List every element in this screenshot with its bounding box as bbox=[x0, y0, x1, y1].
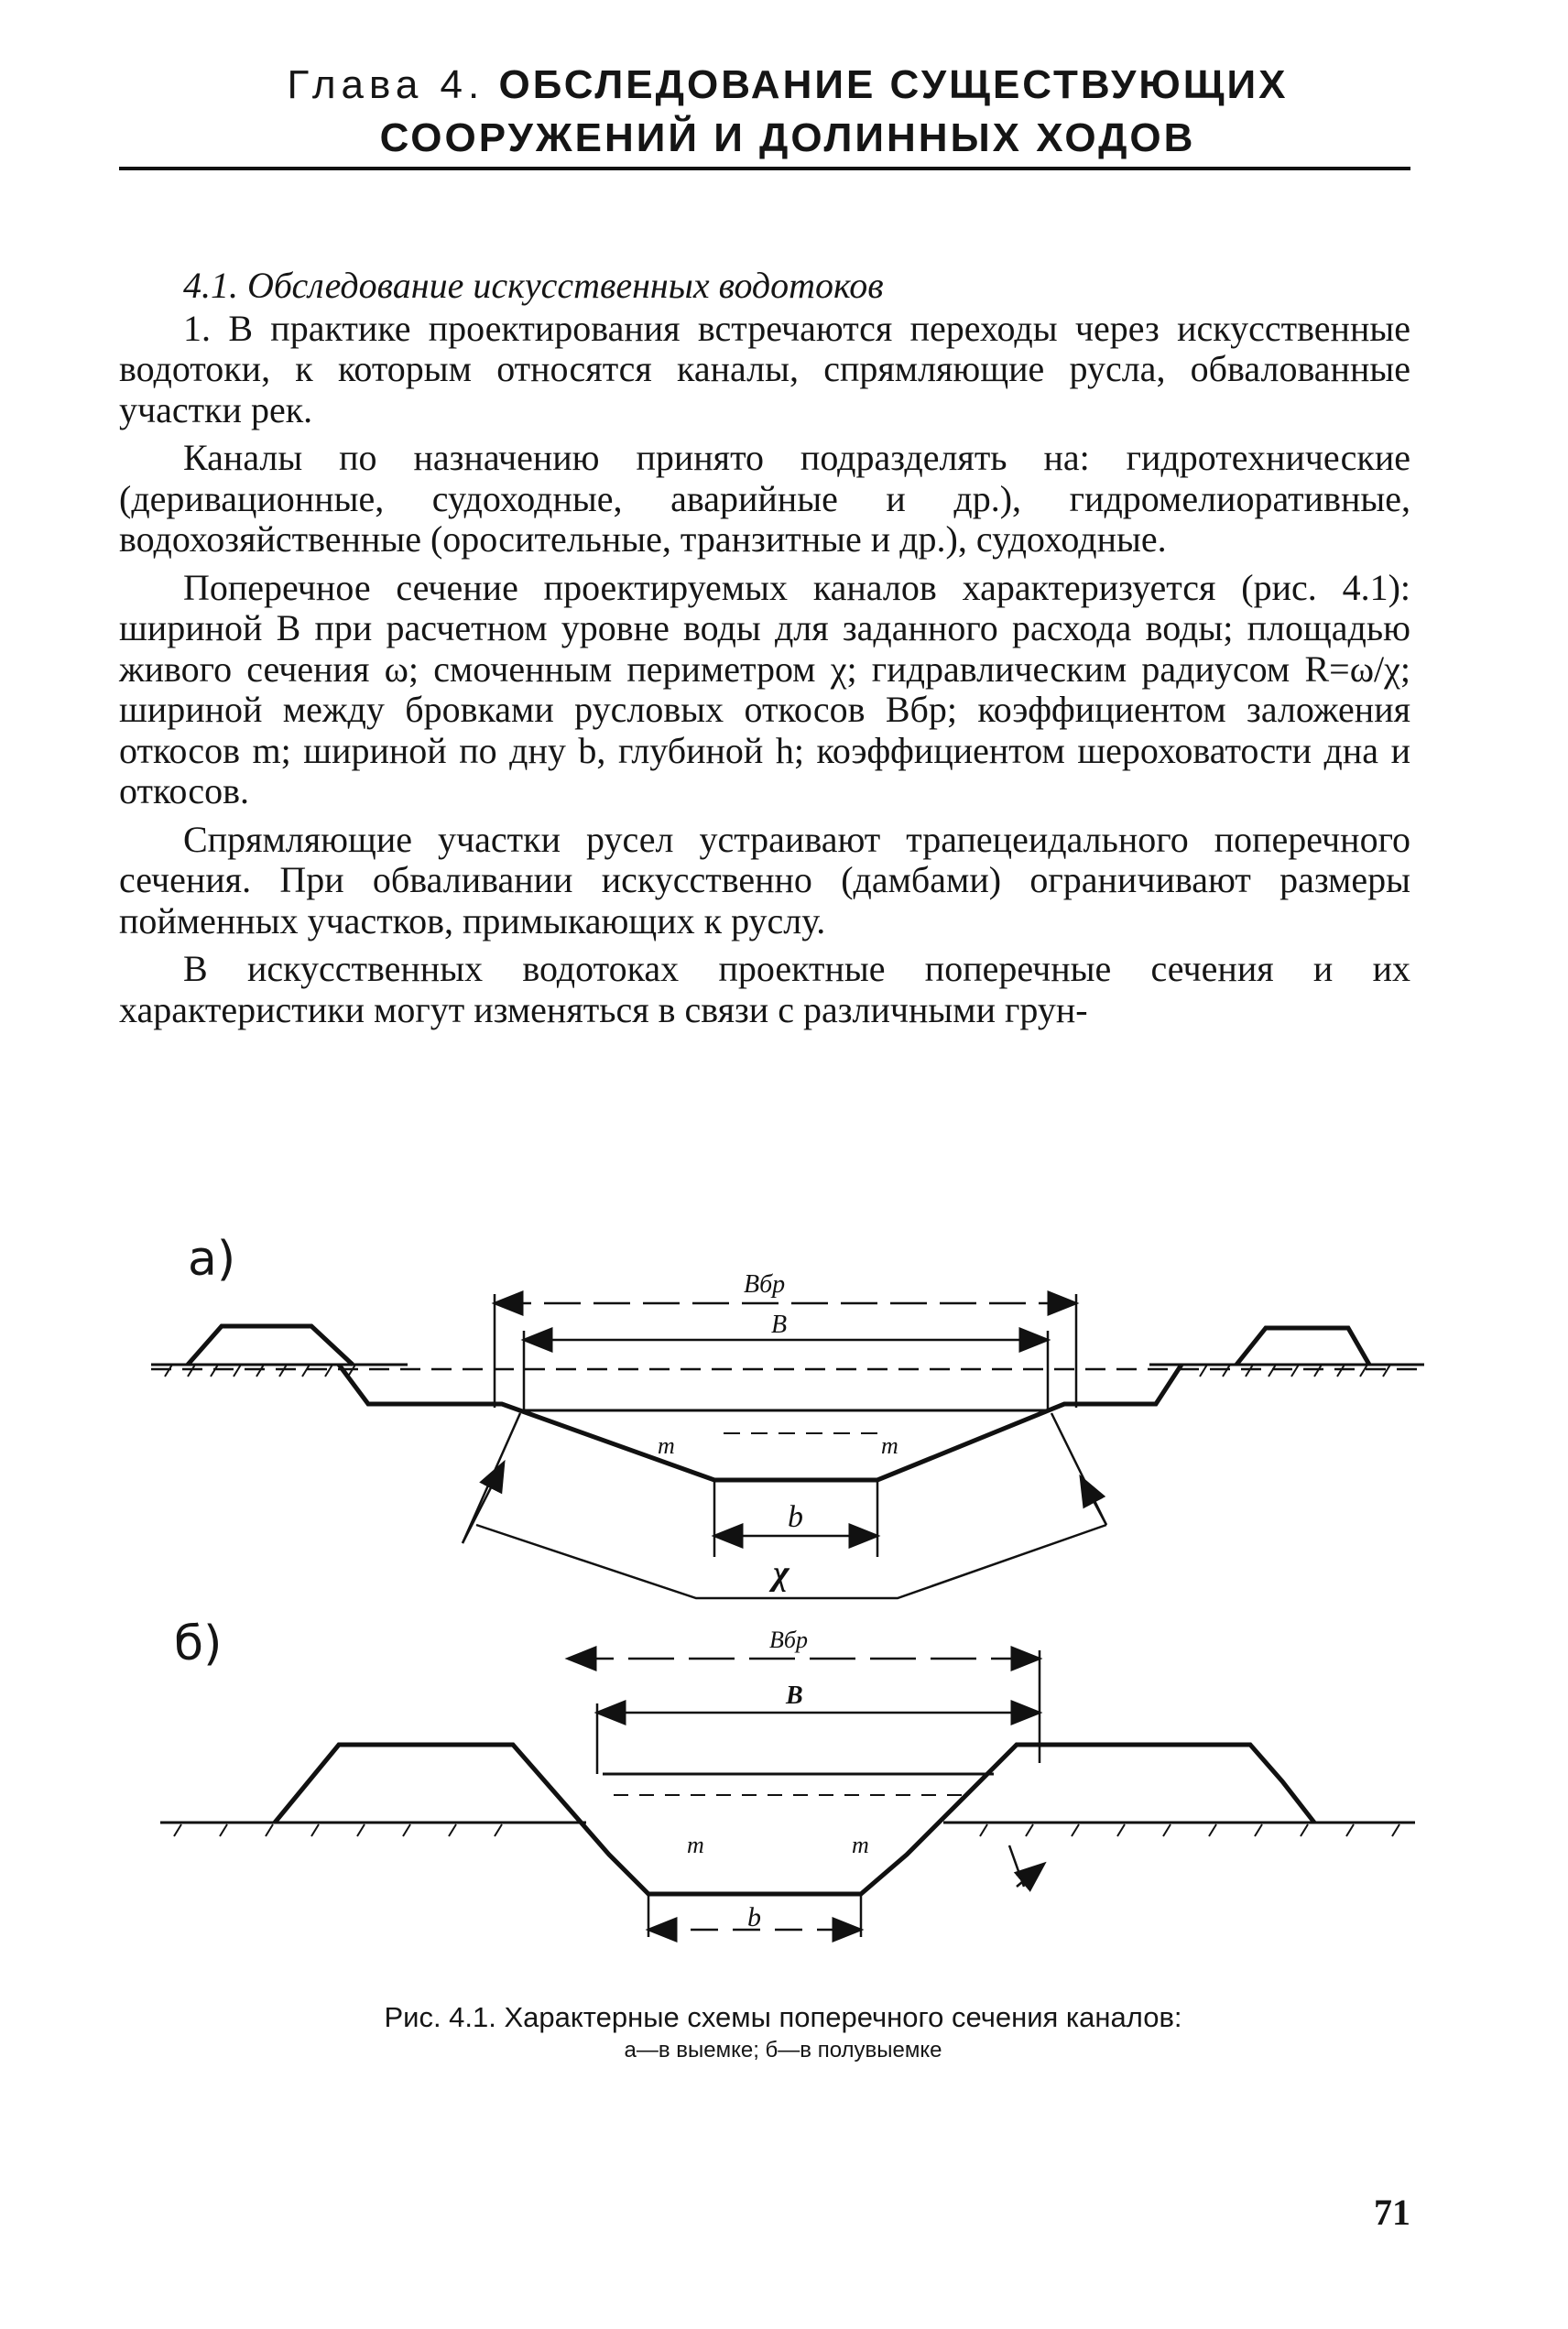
page-number: 71 bbox=[1374, 2192, 1410, 2233]
paragraph-5: В искусственных водотоках проектные поперечные сечения и их характеристики могут изменяться в связи с различными грун- bbox=[119, 948, 1410, 1030]
paragraph-1: 1. В практике проектирования встречаются переходы через искусственные водотоки, к которым относятся каналы, спрямляющие русла, обвалованные участки рек. bbox=[119, 307, 1410, 430]
figure-label-b: б) bbox=[174, 1616, 223, 1671]
chapter-header bbox=[165, 59, 1410, 165]
paragraph-3: Поперечное сечение проектируемых каналов характеризуется (рис. 4.1): шириной B при расчетном уровне воды для заданного расхода воды; площадью живого сечения ω; смоченным периметром χ; гидравлическим радиусом R=ω/χ; шириной между бровками русловых откосов Bбр; коэффициентом заложения откосов m; шириной по дну b, глубиной h; коэффициентом шероховатости дна и откосов. bbox=[119, 566, 1410, 811]
a-b-bottom-label: b bbox=[788, 1500, 803, 1534]
b-dike-left bbox=[275, 1745, 1314, 1894]
b-m-left-label: m bbox=[687, 1832, 704, 1858]
chapter-title-line2: СООРУЖЕНИЙ И ДОЛИННЫХ ХОДОВ bbox=[379, 115, 1196, 160]
a-chi-label: χ bbox=[773, 1554, 789, 1593]
paragraph-4: Спрямляющие участки русел устраивают трапецеидального поперечного сечения. При обваливании искусственно (дамбами) ограничивают размеры пойменных участков, примыкающих к руслу. bbox=[119, 818, 1410, 941]
header-rule bbox=[119, 167, 1410, 170]
paragraph-2: Каналы по назначению принято подразделять на: гидротехнические (деривационные, судоходные, аварийные и др.), гидромелиоративные, водохозяйственные (оросительные, транзитные и др.), судоходные. bbox=[119, 437, 1410, 560]
a-bbr-label: Bбр bbox=[744, 1270, 786, 1299]
chapter-header-line1 bbox=[165, 59, 1410, 112]
b-ground-hatch bbox=[174, 1824, 1399, 1836]
a-dike-left bbox=[188, 1326, 353, 1365]
a-b-top-label: B bbox=[771, 1311, 788, 1339]
a-m-right-label: m bbox=[881, 1432, 898, 1459]
caption-line2: а—в выемке; б—в полувыемке bbox=[624, 2038, 942, 2062]
b-b-bottom-label: b bbox=[747, 1902, 761, 1932]
caption-line1: Рис. 4.1. Характерные схемы поперечного сечения каналов: bbox=[384, 2001, 1182, 2033]
body-text bbox=[119, 266, 1410, 1038]
b-m-right-label: m bbox=[852, 1832, 869, 1858]
chapter-prefix: Глава 4. bbox=[287, 62, 485, 107]
b-b-top-label: B bbox=[786, 1681, 803, 1710]
chapter-title-line1: ОБСЛЕДОВАНИЕ СУЩЕСТВУЮЩИХ bbox=[498, 62, 1289, 107]
figure-4-1 bbox=[137, 1213, 1429, 1964]
section-title: 4.1. Обследование искусственных водотоков bbox=[183, 265, 884, 306]
figure-caption bbox=[165, 1999, 1401, 2065]
b-bbr-label: Bбр bbox=[769, 1627, 808, 1653]
a-dike-right bbox=[1236, 1328, 1369, 1365]
figure-label-a: а) bbox=[188, 1232, 236, 1287]
canal-section-diagram bbox=[137, 1213, 1429, 1964]
a-m-left-label: m bbox=[658, 1432, 675, 1459]
